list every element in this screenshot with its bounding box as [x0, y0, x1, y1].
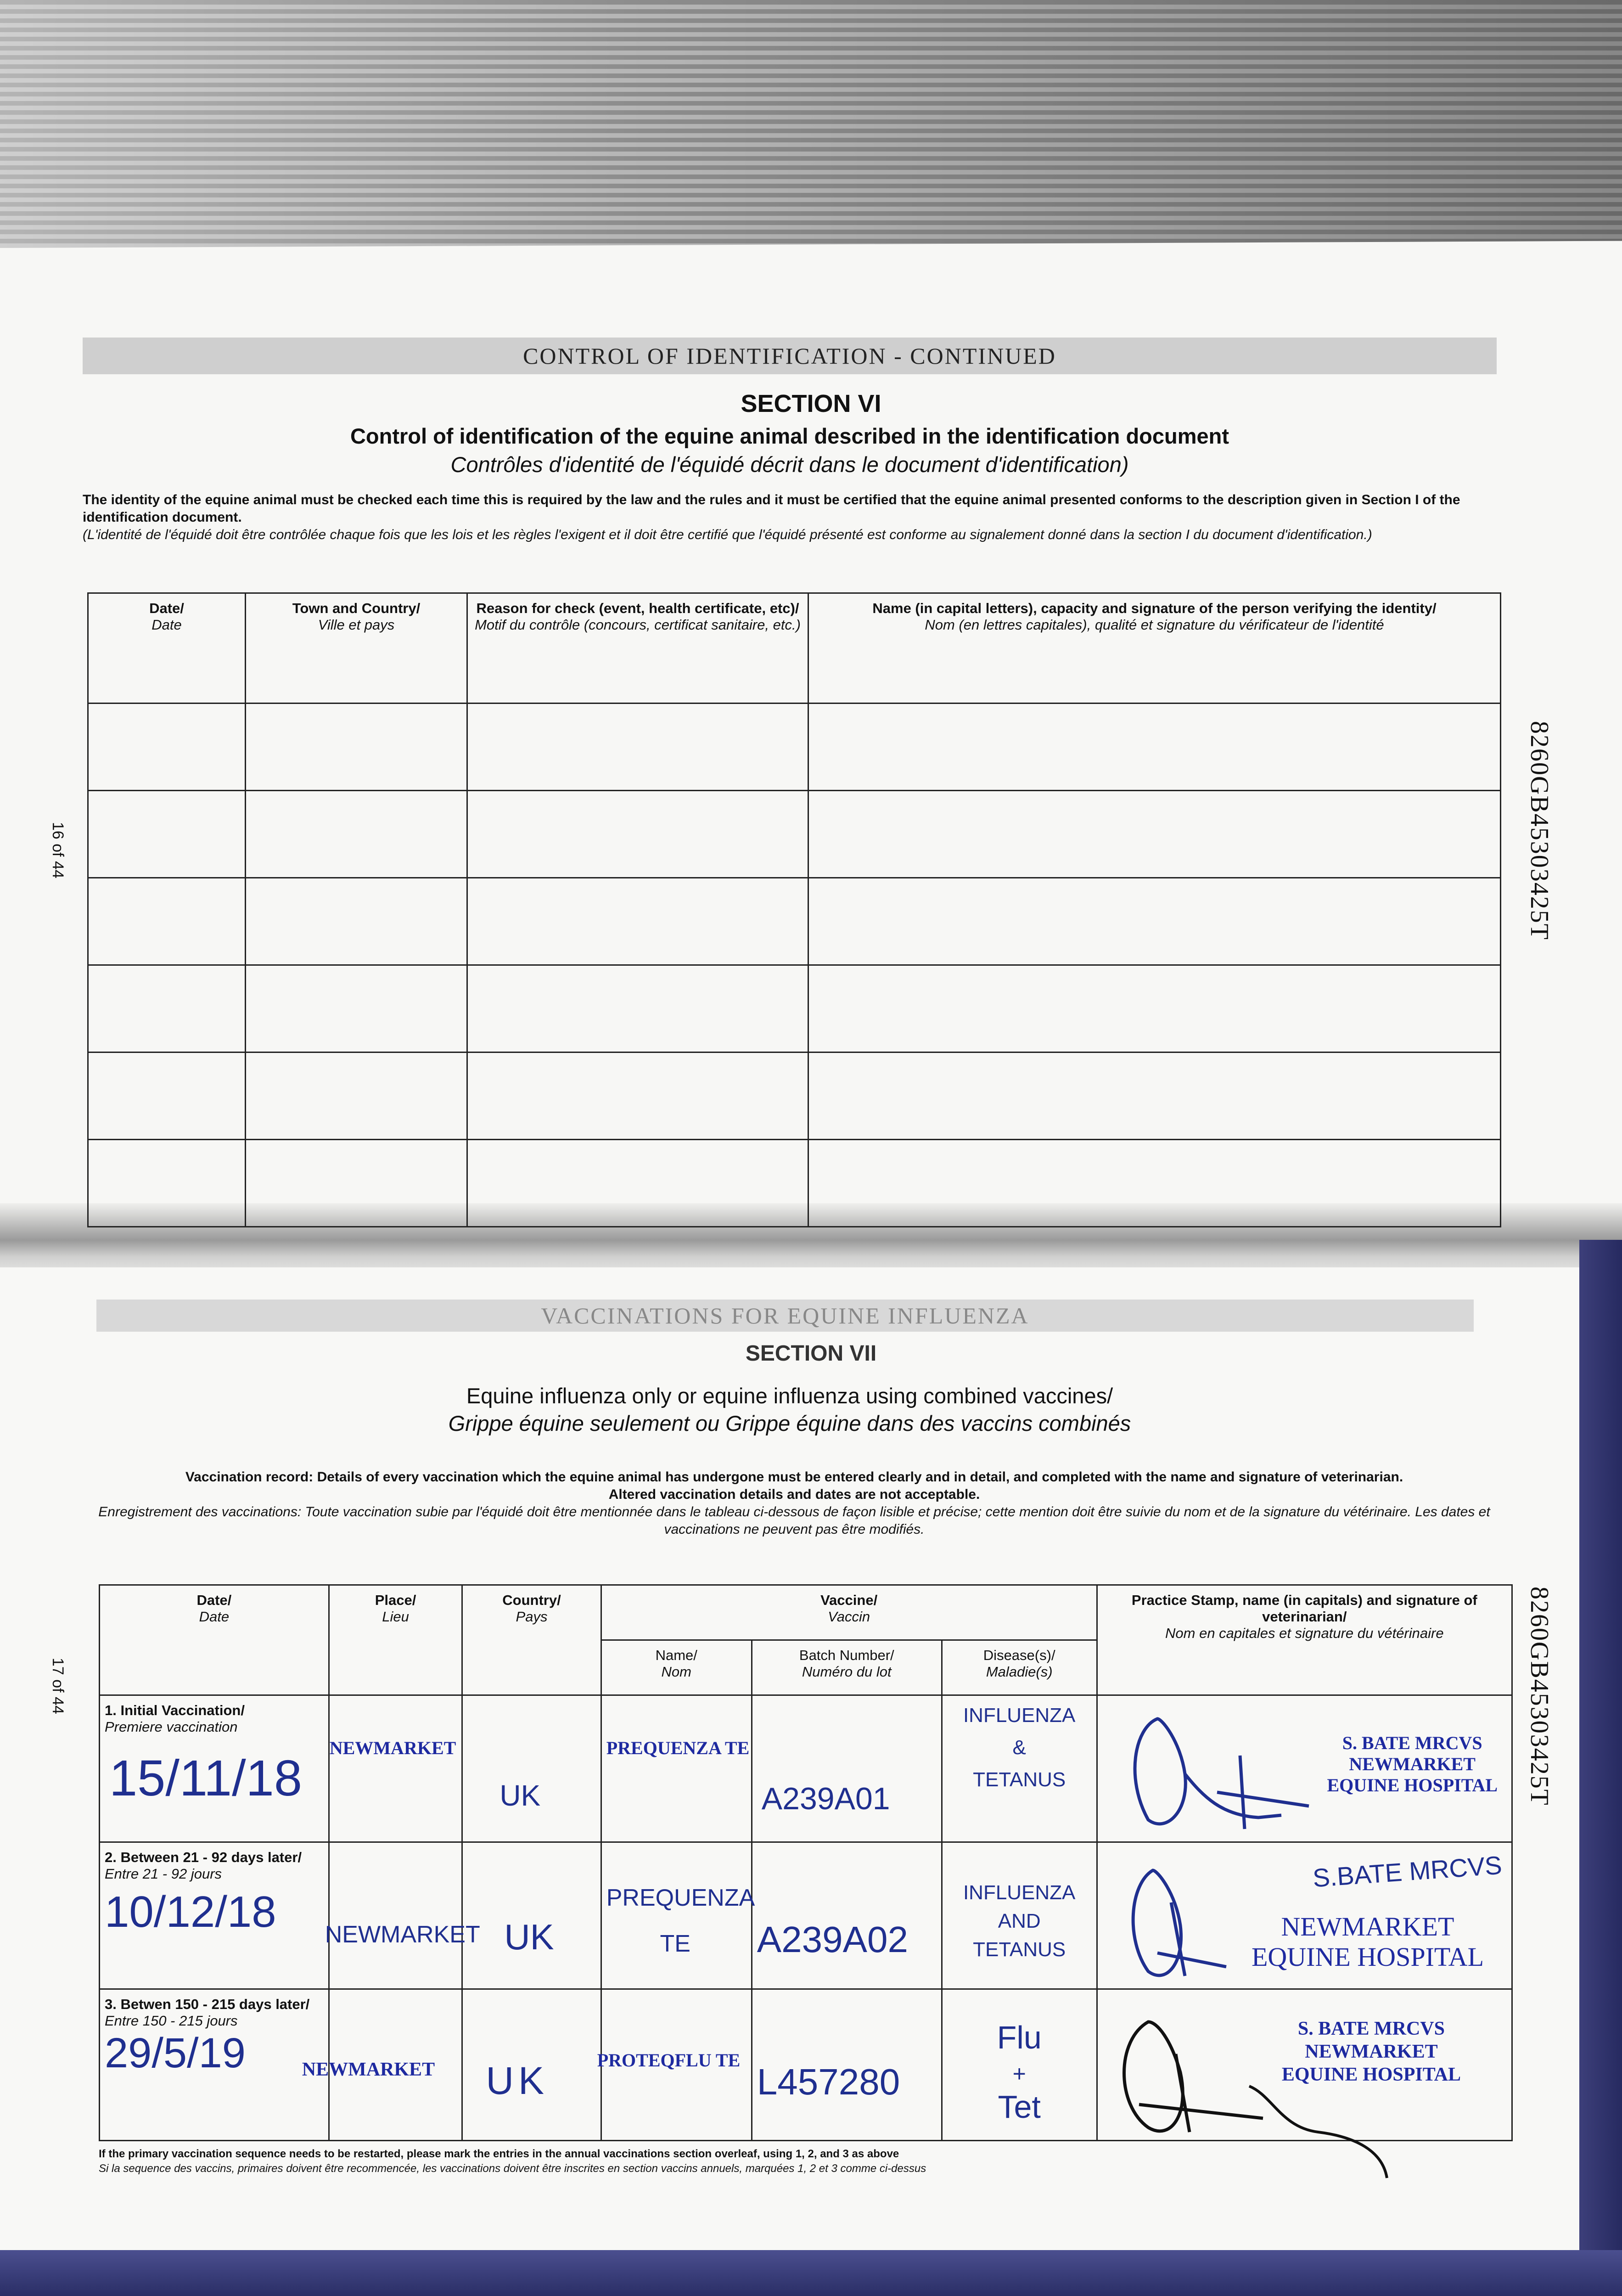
row2-disease — [946, 1879, 1093, 1964]
section-title: SECTION VI — [741, 390, 881, 417]
row3-practice-cell — [1097, 1989, 1512, 2141]
row3-date: 29/5/19 — [105, 2030, 246, 2077]
row2-name-cell — [601, 1842, 755, 1989]
col-date-en: Date/ — [149, 600, 184, 616]
row3-country-cell — [462, 1989, 601, 2141]
col-vaccine-fr: Vaccin — [828, 1609, 870, 1625]
col-reason — [467, 593, 808, 703]
col-date — [88, 593, 246, 703]
row2-date: 10/12/18 — [105, 1887, 276, 1936]
col-reason-fr: Motif du contrôle (concours, certificat sanitaire, etc.) — [475, 617, 801, 633]
row1-country: UK — [500, 1779, 541, 1812]
row1-disease-2: & — [1012, 1736, 1026, 1759]
col-country-fr: Pays — [516, 1609, 548, 1625]
row3-disease — [946, 2021, 1093, 2123]
col-practice — [1097, 1585, 1512, 1695]
row1-practice-cell — [1097, 1695, 1512, 1842]
row1-batch: A239A01 — [761, 1781, 890, 1816]
passport-cover-bottom — [0, 2250, 1622, 2296]
page-header-text: CONTROL OF IDENTIFICATION - CONTINUED — [523, 343, 1056, 369]
row2-batch: A239A02 — [757, 1919, 908, 1960]
row1-date: 15/11/18 — [109, 1750, 303, 1806]
col-vacc-date-fr: Date — [199, 1609, 230, 1625]
row2-place-cell — [325, 1842, 480, 1989]
section-vii-subtitle-en: Equine influenza only or equine influenza using combined vaccines/ — [466, 1384, 1113, 1408]
vet-stamp-2 — [1252, 1912, 1484, 1972]
col-disease-fr: Maladie(s) — [986, 1664, 1053, 1680]
vaccination-row-1 — [100, 1695, 1512, 1842]
col-practice-en: Practice Stamp, name (in capitals) and signature of veterinarian/ — [1131, 1592, 1477, 1625]
col-vaccine-en: Vaccine/ — [820, 1592, 878, 1608]
col-practice-fr: Nom en capitales et signature du vétérinaire — [1165, 1625, 1444, 1641]
table-row — [88, 703, 1501, 791]
vaccination-row-3 — [100, 1989, 1512, 2141]
row2-batch-cell — [752, 1842, 942, 1989]
row2-practice-cell — [1097, 1842, 1512, 1989]
vet-name-2: S.BATE MRCVS — [1312, 1850, 1503, 1893]
row2-country: UK — [504, 1917, 554, 1957]
vet-stamp-3-line2: NEWMARKET — [1305, 2041, 1438, 2062]
row1-place: NEWMARKET — [329, 1738, 456, 1758]
page-number-16: 16 of 44 — [49, 822, 67, 878]
page-header-bar — [83, 338, 1497, 374]
vet-stamp-1-line1: S. BATE MRCVS — [1342, 1733, 1482, 1753]
col-batch-en: Batch Number/ — [799, 1647, 894, 1663]
col-vacc-name-fr: Nom — [661, 1664, 691, 1680]
vet-stamp-1 — [1327, 1733, 1498, 1796]
row2-label-fr: Entre 21 - 92 jours — [105, 1866, 222, 1882]
row1-name-cell — [601, 1695, 752, 1842]
footnote-en: If the primary vaccination sequence needs to be restarted, please mark the entries in the annual vaccinations section overleaf, using 1, 2, and 3 as above — [99, 2148, 899, 2160]
passport-id-top: 8260GB45303425T — [1525, 721, 1554, 940]
vet-stamp-2-line2: EQUINE HOSPITAL — [1251, 1942, 1484, 1972]
col-vacc-name-en: Name/ — [655, 1647, 697, 1663]
instructions-en: The identity of the equine animal must be checked each time this is required by the law and the rules and it must be certified that the equine animal presented conforms to the description given in Section I of the identification document. — [83, 492, 1460, 525]
col-vacc-date-en: Date/ — [196, 1592, 232, 1608]
identity-check-table — [87, 592, 1501, 1227]
col-verifier-en: Name (in capital letters), capacity and signature of the person verifying the identity/ — [872, 600, 1437, 616]
vet-signature-2 — [1107, 1861, 1245, 1985]
table-row — [88, 1140, 1501, 1227]
row3-disease-3: Tet — [998, 2089, 1041, 2125]
row1-batch-cell — [752, 1695, 942, 1842]
vaccination-instr-en-2: Altered vaccination details and dates are not acceptable. — [608, 1487, 980, 1502]
row1-disease-3: TETANUS — [973, 1768, 1066, 1791]
instructions-fr: (L'identité de l'équidé doit être contrôlée chaque fois que les lois et les règles l'exigent et il doit être certifié que l'équidé présenté est conforme au signalement donné dans la section I du document d'identification.) — [83, 527, 1372, 542]
vet-stamp-1-line2: NEWMARKET — [1349, 1754, 1476, 1774]
row2-disease-1: INFLUENZA — [963, 1881, 1076, 1904]
row1-disease-cell — [942, 1695, 1097, 1842]
col-verifier — [808, 593, 1501, 703]
vaccination-instr-fr: Enregistrement des vaccinations: Toute vaccination subie par l'équidé doit être mentionnée dans le tableau ci-dessous de façon lisible et précise; cette mention doit être suivie du nom et de la signature du vétérinaire. Les dates et vaccinations ne peuvent pas être modifiés. — [98, 1504, 1490, 1537]
row1-country-cell — [462, 1695, 601, 1842]
col-batch — [752, 1640, 942, 1695]
row1-disease — [946, 1699, 1093, 1796]
row3-batch-cell — [752, 1989, 942, 2141]
row3-place: NEWMARKET — [302, 2059, 435, 2080]
col-disease — [942, 1640, 1097, 1695]
identity-table-header — [88, 593, 1501, 703]
row3-label-fr: Entre 150 - 215 jours — [105, 2013, 238, 2029]
row3-batch: L457280 — [757, 2061, 900, 2102]
col-vacc-date — [100, 1585, 329, 1695]
section-subtitle-fr: Contrôles d'identité de l'équidé décrit dans le document d'identification) — [450, 452, 1129, 477]
row2-country-cell — [462, 1842, 601, 1989]
col-country — [462, 1585, 601, 1695]
vaccination-table — [99, 1584, 1513, 2141]
col-place — [329, 1585, 462, 1695]
footnote-fr: Si la sequence des vaccins, primaires doivent être recommencée, les vaccinations doivent être inscrites en section vaccins annuels, marquées 1, 2 et 3 comme ci-dessus — [99, 2162, 926, 2175]
row2-label-en: 2. Between 21 - 92 days later/ — [105, 1849, 302, 1865]
row1-disease-1: INFLUENZA — [963, 1704, 1076, 1727]
row1-label-fr: Premiere vaccination — [105, 1719, 238, 1735]
row1-label-en: 1. Initial Vaccination/ — [105, 1702, 245, 1718]
row2-disease-3: TETANUS — [973, 1938, 1066, 1961]
vet-stamp-2-line1: NEWMARKET — [1281, 1912, 1454, 1941]
table-row — [88, 878, 1501, 965]
vaccination-instructions — [96, 1469, 1492, 1538]
row3-disease-2: + — [1012, 2061, 1026, 2087]
row3-vaccine-name: PROTEQFLU TE — [597, 2050, 741, 2071]
row3-country: UK — [486, 2059, 549, 2102]
col-town — [246, 593, 467, 703]
col-place-en: Place/ — [375, 1592, 416, 1608]
vet-stamp-3-line3: EQUINE HOSPITAL — [1281, 2064, 1461, 2085]
row3-date-cell — [100, 1989, 329, 2141]
row3-label-en: 3. Betwen 150 - 215 days later/ — [105, 1996, 310, 2012]
table-row — [88, 791, 1501, 878]
col-batch-fr: Numéro du lot — [802, 1664, 892, 1680]
row3-disease-1: Flu — [997, 2020, 1042, 2055]
col-country-en: Country/ — [502, 1592, 561, 1608]
vet-signature-1 — [1107, 1700, 1327, 1838]
page-number-17: 17 of 44 — [49, 1658, 67, 1714]
row2-disease-cell — [942, 1842, 1097, 1989]
section-subtitle-en: Control of identification of the equine animal described in the identification document — [350, 424, 1229, 448]
row1-vaccine-name: PREQUENZA TE — [606, 1738, 750, 1758]
col-disease-en: Disease(s)/ — [983, 1647, 1055, 1663]
scanner-shading — [0, 0, 1622, 257]
col-town-en: Town and Country/ — [292, 600, 421, 616]
vet-stamp-3 — [1282, 2017, 1461, 2086]
page-header-text-bottom: VACCINATIONS FOR EQUINE INFLUENZA — [541, 1303, 1029, 1328]
table-row — [88, 1052, 1501, 1140]
row2-disease-2: AND — [998, 1910, 1041, 1932]
row3-disease-cell — [942, 1989, 1097, 2141]
col-date-fr: Date — [152, 617, 182, 633]
vaccination-instr-en-1: Vaccination record: Details of every vaccination which the equine animal has undergone must be entered clearly and in detail, and completed with the name and signature of veterinarian. — [185, 1469, 1403, 1485]
row1-date-cell — [100, 1695, 329, 1842]
row1-place-cell — [329, 1695, 462, 1842]
vet-stamp-1-line3: EQUINE HOSPITAL — [1327, 1775, 1498, 1795]
col-vaccine — [601, 1585, 1097, 1640]
passport-cover-edge — [1579, 1240, 1622, 2296]
col-verifier-fr: Nom (en lettres capitales), qualité et signature du vérificateur de l'identité — [925, 617, 1384, 633]
section-vii-subtitle-fr: Grippe équine seulement ou Grippe équine dans des vaccins combinés — [448, 1411, 1131, 1435]
col-vacc-name — [601, 1640, 752, 1695]
table-row — [88, 965, 1501, 1052]
row2-place: NEWMARKET — [325, 1921, 480, 1948]
section-title-vii: SECTION VII — [745, 1341, 877, 1366]
page-header-bar-bottom — [96, 1300, 1474, 1332]
row2-date-cell — [100, 1842, 329, 1989]
col-place-fr: Lieu — [382, 1609, 409, 1625]
vet-stamp-3-line1: S. BATE MRCVS — [1297, 2018, 1445, 2039]
row2-vaccine-name: PREQUENZA TE — [606, 1885, 755, 1957]
row3-place-cell — [302, 1989, 462, 2141]
passport-id-bottom: 8260GB45303425T — [1525, 1587, 1554, 1806]
col-reason-en: Reason for check (event, health certificate, etc)/ — [476, 600, 799, 616]
vaccination-row-2 — [100, 1842, 1512, 1989]
row3-name-cell — [597, 1989, 752, 2141]
vaccination-table-header-1 — [100, 1585, 1512, 1640]
col-town-fr: Ville et pays — [318, 617, 395, 633]
footnote — [99, 2147, 1430, 2176]
instructions — [83, 491, 1487, 544]
